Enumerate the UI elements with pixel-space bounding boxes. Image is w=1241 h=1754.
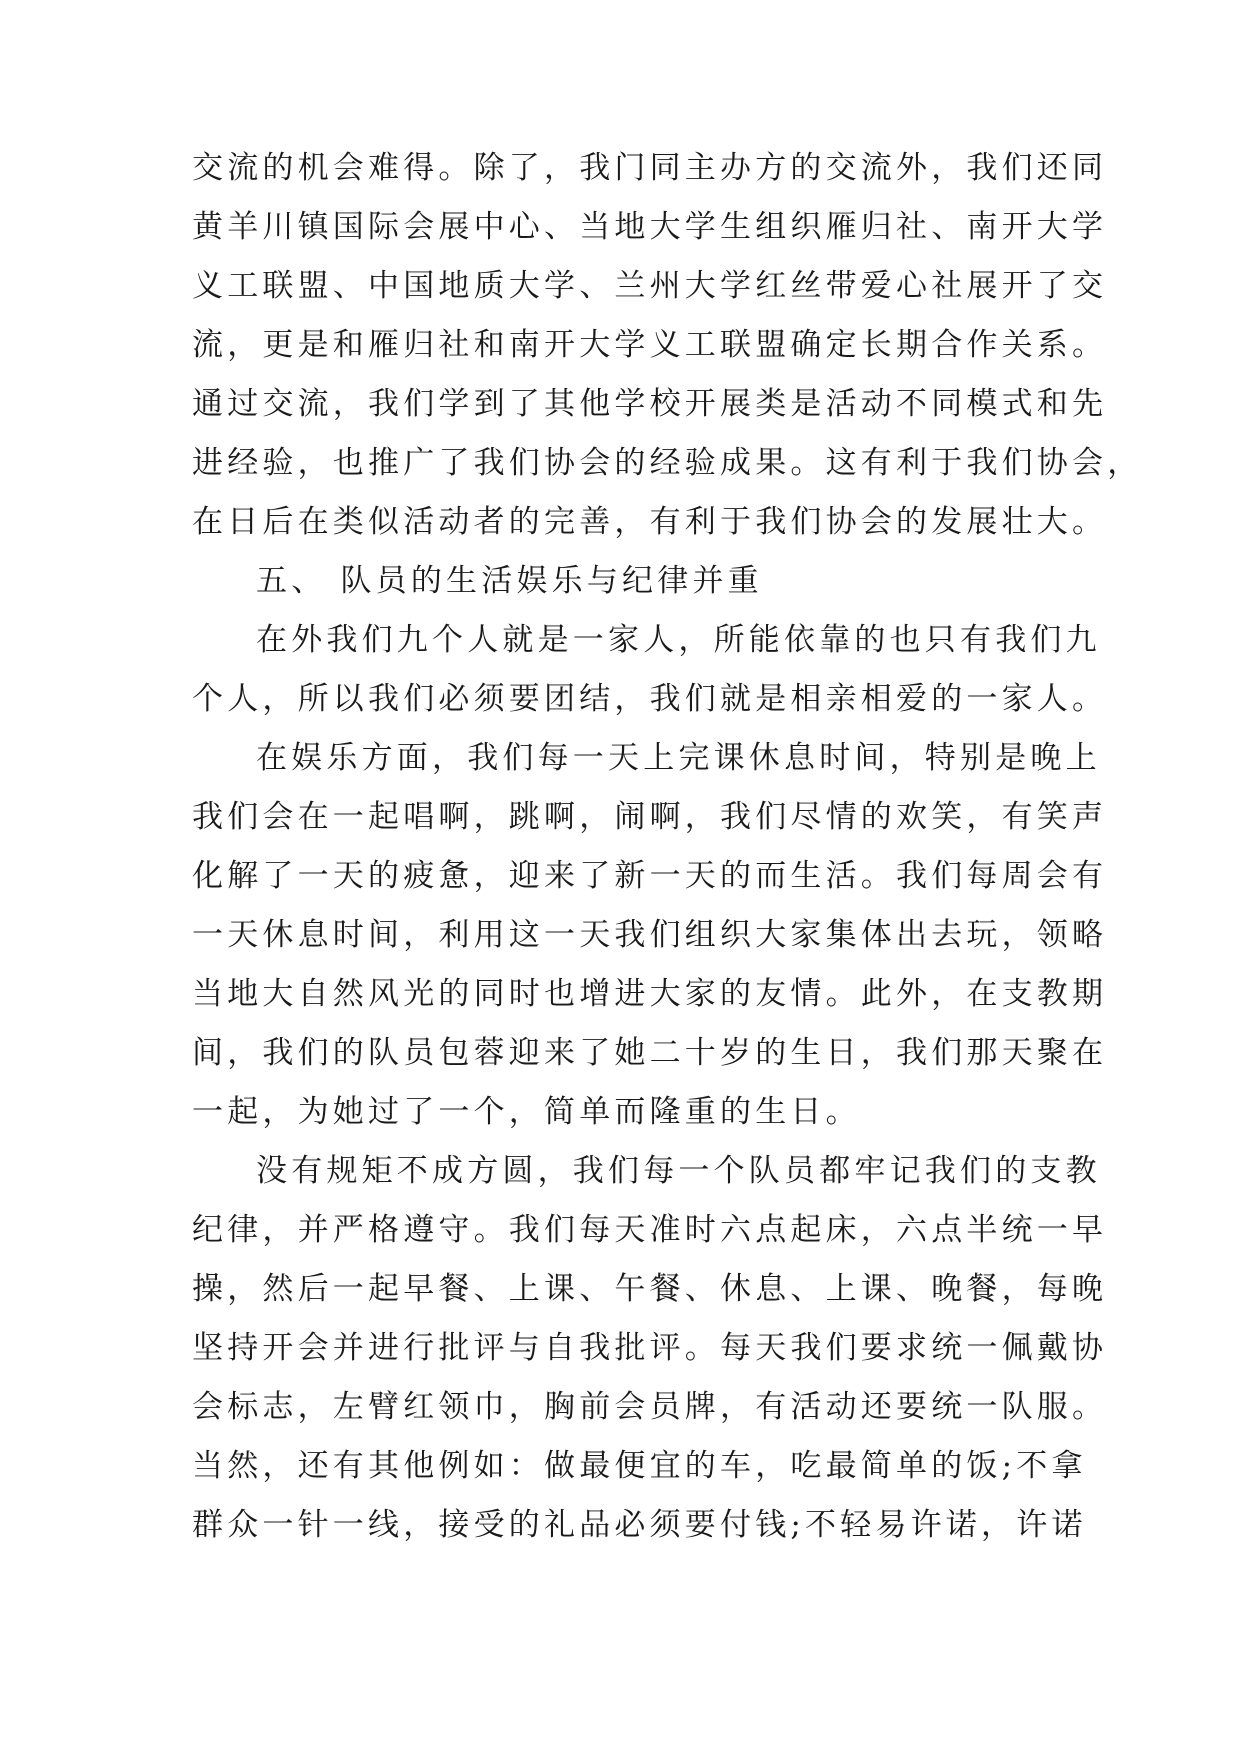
text-line: 一天休息时间，利用这一天我们组织大家集体出去玩，领略 — [192, 917, 1108, 953]
text-line: 纪律，并严格遵守。我们每天准时六点起床，六点半统一早 — [192, 1212, 1108, 1248]
text-line: 坚持开会并进行批评与自我批评。每天我们要求统一佩戴协 — [192, 1330, 1108, 1366]
section-heading: 五、 队员的生活娱乐与纪律并重 — [256, 563, 763, 599]
text-line: 间，我们的队员包蓉迎来了她二十岁的生日，我们那天聚在 — [192, 1035, 1108, 1071]
text-line: 操，然后一起早餐、上课、午餐、休息、上课、晚餐，每晚 — [192, 1271, 1108, 1307]
text-line: 流，更是和雁归社和南开大学义工联盟确定长期合作关系。 — [192, 327, 1108, 363]
text-line: 一起，为她过了一个，简单而隆重的生日。 — [192, 1094, 861, 1130]
text-line: 群众一针一线，接受的礼品必须要付钱;不轻易许诺，许诺 — [192, 1507, 1087, 1543]
paragraph-first-line: 在娱乐方面，我们每一天上完课休息时间，特别是晚上 — [256, 740, 1101, 776]
text-line: 当地大自然风光的同时也增进大家的友情。此外，在支教期 — [192, 976, 1108, 1012]
text-line: 会标志，左臂红领巾，胸前会员牌，有活动还要统一队服。 — [192, 1389, 1108, 1425]
text-line: 当然，还有其他例如：做最便宜的车，吃最简单的饭;不拿 — [192, 1448, 1087, 1484]
text-line: 在日后在类似活动者的完善，有利于我们协会的发展壮大。 — [192, 504, 1108, 540]
text-line: 化解了一天的疲惫，迎来了新一天的而生活。我们每周会有 — [192, 858, 1108, 894]
paragraph-first-line: 没有规矩不成方圆，我们每一个队员都牢记我们的支教 — [256, 1153, 1101, 1189]
text-line: 通过交流，我们学到了其他学校开展类是活动不同模式和先 — [192, 386, 1108, 422]
paragraph-first-line: 在外我们九个人就是一家人，所能依靠的也只有我们九 — [256, 622, 1101, 658]
text-line: 义工联盟、中国地质大学、兰州大学红丝带爱心社展开了交 — [192, 268, 1108, 304]
text-line: 黄羊川镇国际会展中心、当地大学生组织雁归社、南开大学 — [192, 209, 1108, 245]
text-line: 我们会在一起唱啊，跳啊，闹啊，我们尽情的欢笑，有笑声 — [192, 799, 1108, 835]
text-line: 进经验，也推广了我们协会的经验成果。这有利于我们协会， — [192, 445, 1143, 481]
text-line: 个人，所以我们必须要团结，我们就是相亲相爱的一家人。 — [192, 681, 1108, 717]
text-line: 交流的机会难得。除了，我门同主办方的交流外，我们还同 — [192, 150, 1108, 186]
